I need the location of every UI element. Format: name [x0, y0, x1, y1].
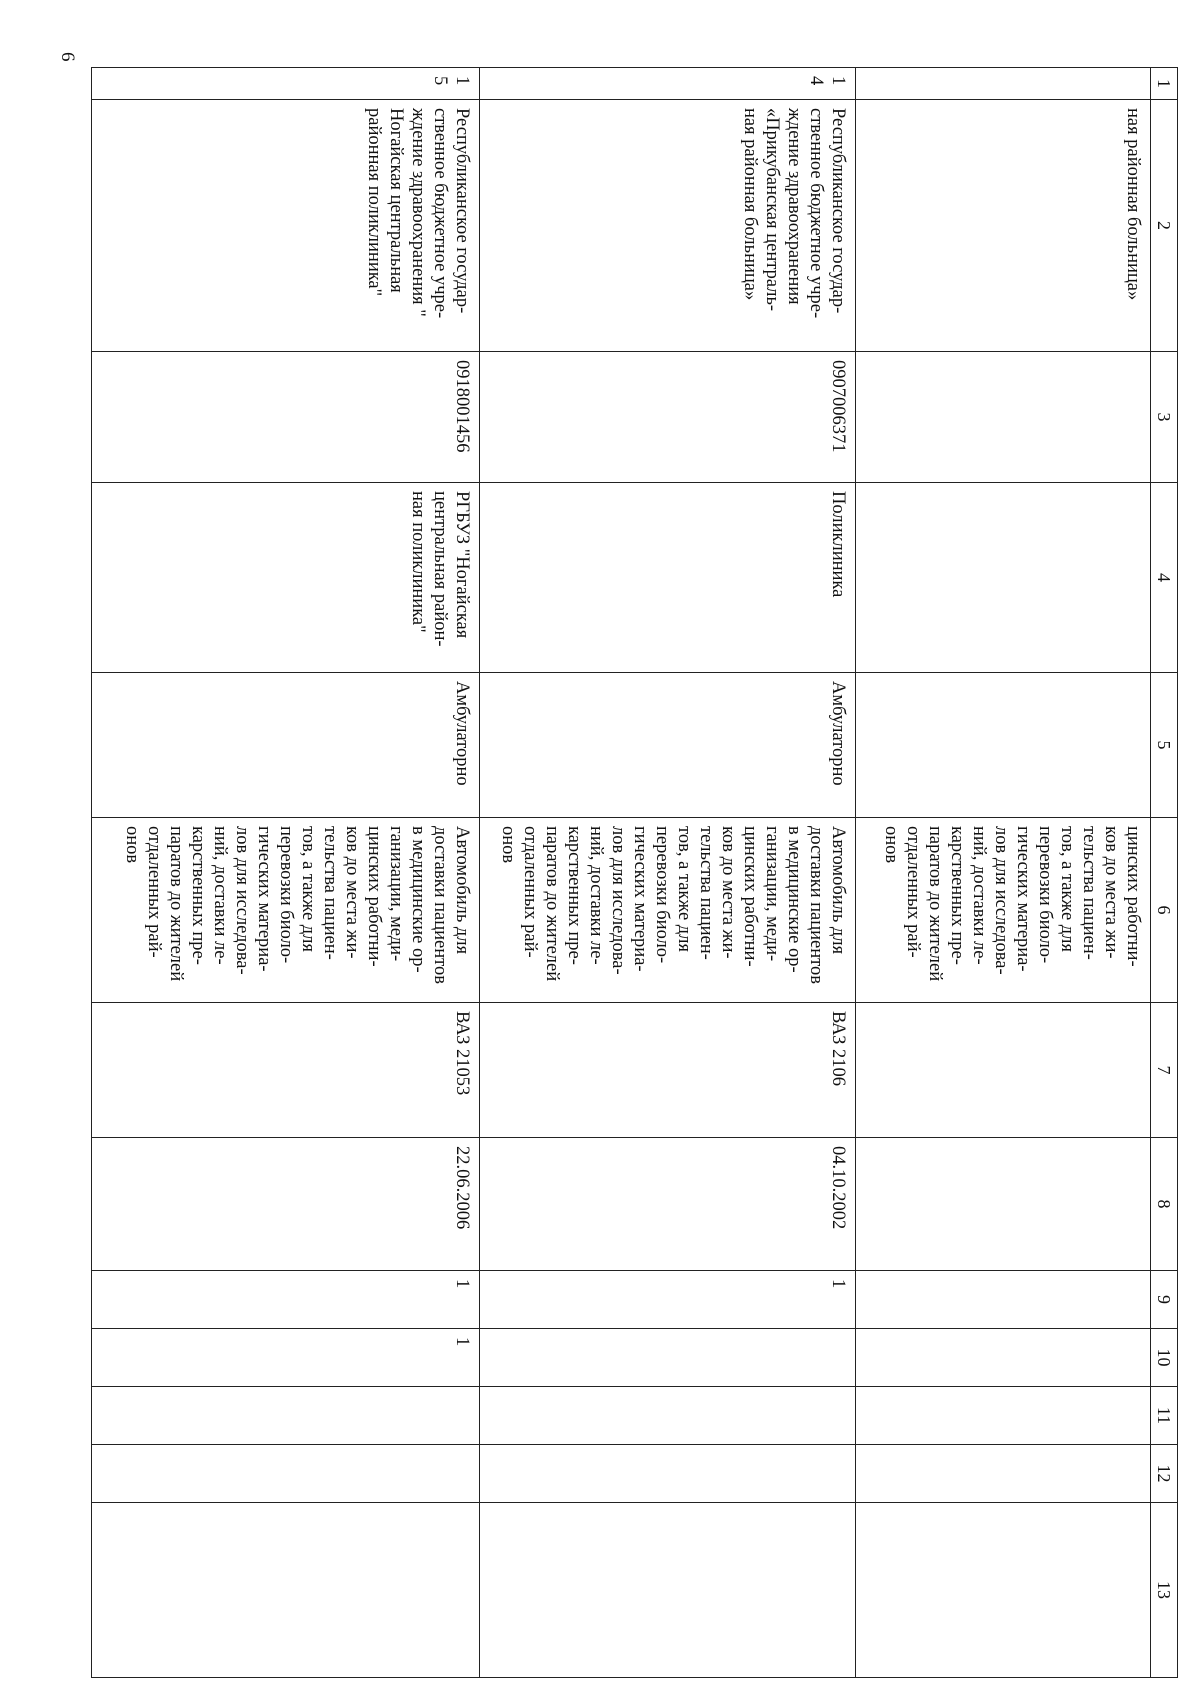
count-cell: [480, 1329, 856, 1387]
care-type-cell: Амбулаторно: [92, 673, 480, 818]
table-row: [856, 68, 1151, 1678]
notes-cell: [856, 1503, 1151, 1678]
date-cell: 04.10.2002: [480, 1138, 856, 1271]
organization-cell: Республиканское государ- ственное бюджетное учре- ждение здравоохранения " Ногайская центральная районная поликлиника": [92, 100, 480, 352]
inn-cell: [856, 352, 1151, 483]
column-header: 10: [1151, 1329, 1178, 1387]
column-header: 11: [1151, 1387, 1178, 1445]
column-number-row: [1151, 68, 1178, 1678]
row-number-cell: [856, 68, 1151, 100]
count-cell: [856, 1271, 1151, 1329]
vehicle-registry-table: [91, 67, 1178, 1678]
care-type-cell: [856, 673, 1151, 818]
care-type-cell: Амбулаторно: [480, 673, 856, 818]
column-header: 7: [1151, 1003, 1178, 1138]
rotated-table-container: [96, 67, 1178, 1677]
vehicle-model-cell: [856, 1003, 1151, 1138]
vehicle-model-cell: ВАЗ 21053: [92, 1003, 480, 1138]
purpose-cell: Автомобиль для доставки пациентов в медицинские ор- ганизации, меди- цинских работни- ков до места жи- тельства пациен- тов, а также для перевозки биоло- гических материа- лов для исследова- ний, доставки ле- карственных пре- паратов до жителей отдаленных рай- онов: [92, 818, 480, 1003]
table-row: [480, 68, 856, 1678]
organization-cell: ная районная больница»: [856, 100, 1151, 352]
count-cell: 1: [92, 1271, 480, 1329]
subdivision-cell: [856, 483, 1151, 673]
count-cell: 1: [92, 1329, 480, 1387]
column-header: 4: [1151, 483, 1178, 673]
count-cell: [856, 1387, 1151, 1445]
date-cell: 22.06.2006: [92, 1138, 480, 1271]
subdivision-cell: РГБУЗ "Ногайская центральная район- ная поликлиника": [92, 483, 480, 673]
organization-cell: Республиканское государ- ственное бюджетное учре- ждение здравоохранения «Прикубанская централь- ная районная больница»: [480, 100, 856, 352]
column-header: 3: [1151, 352, 1178, 483]
count-cell: [92, 1387, 480, 1445]
subdivision-cell: Поликлиника: [480, 483, 856, 673]
purpose-cell: Автомобиль для доставки пациентов в медицинские ор- ганизации, меди- цинских работни- ков до места жи- тельства пациен- тов, а также для перевозки биоло- гических материа- лов для исследова- ний, доставки ле- карственных пре- паратов до жителей отдаленных рай- онов: [480, 818, 856, 1003]
notes-cell: [480, 1503, 856, 1678]
table-row: [92, 68, 480, 1678]
column-header: 2: [1151, 100, 1178, 352]
notes-cell: [92, 1503, 480, 1678]
count-cell: [480, 1445, 856, 1503]
page-number: 6: [57, 52, 78, 62]
column-header: 6: [1151, 818, 1178, 1003]
column-header: 9: [1151, 1271, 1178, 1329]
column-header: 1: [1151, 68, 1178, 100]
vehicle-model-cell: ВАЗ 2106: [480, 1003, 856, 1138]
column-header: 12: [1151, 1445, 1178, 1503]
row-number-cell: 15: [92, 68, 480, 100]
count-cell: [92, 1445, 480, 1503]
purpose-cell: цинских работни- ков до места жи- тельства пациен- тов, а также для перевозки биоло- гических материа- лов для исследова- ний, доставки ле- карственных пре- паратов до жителей отдаленных рай- онов: [856, 818, 1151, 1003]
column-header: 8: [1151, 1138, 1178, 1271]
inn-cell: 0907006371: [480, 352, 856, 483]
count-cell: [856, 1445, 1151, 1503]
count-cell: [856, 1329, 1151, 1387]
count-cell: 1: [480, 1271, 856, 1329]
row-number-cell: 14: [480, 68, 856, 100]
column-header: 5: [1151, 673, 1178, 818]
inn-cell: 0918001456: [92, 352, 480, 483]
count-cell: [480, 1387, 856, 1445]
date-cell: [856, 1138, 1151, 1271]
column-header: 13: [1151, 1503, 1178, 1678]
